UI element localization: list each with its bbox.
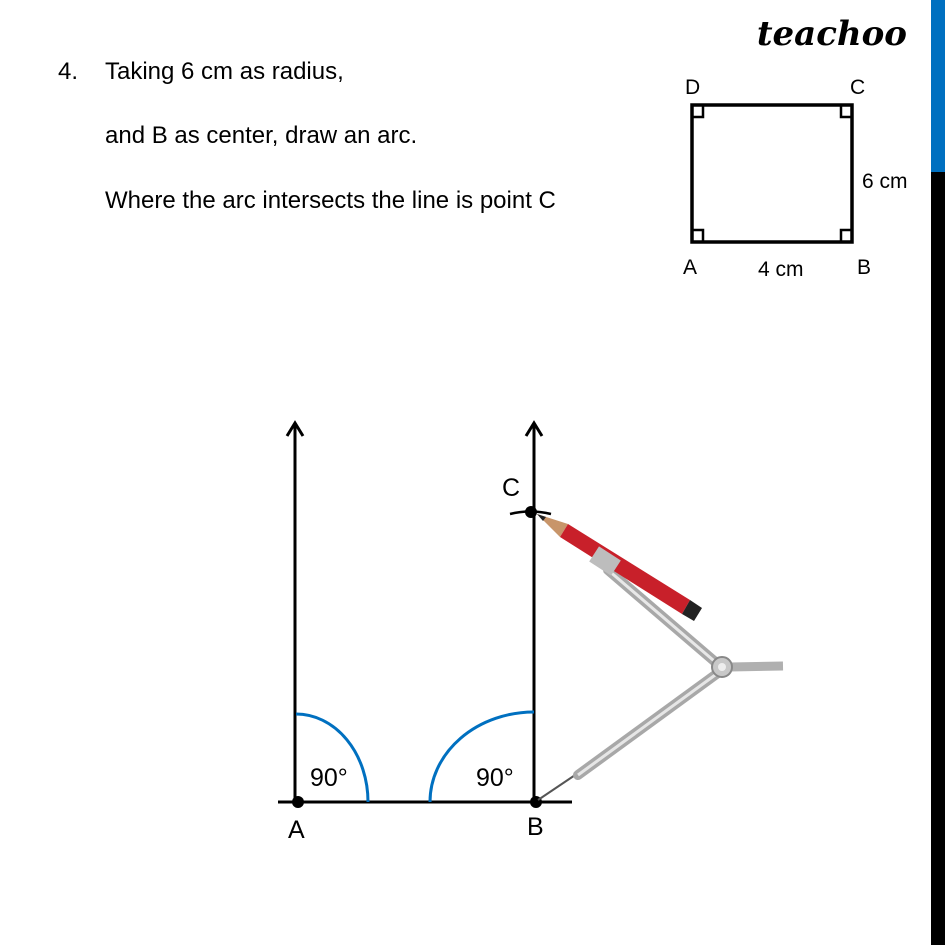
angle-label-a: 90°: [310, 764, 348, 792]
angle-label-b: 90°: [476, 764, 514, 792]
point-c: [525, 506, 537, 518]
point-a: [292, 796, 304, 808]
ref-label-a: A: [683, 256, 698, 279]
compass-icon: [537, 514, 783, 800]
step-line-3: Where the arc intersects the line is point C: [105, 187, 556, 214]
teachoo-logo: teachoo: [756, 14, 907, 54]
construction-lines: [278, 423, 572, 802]
ref-label-d: D: [685, 76, 701, 99]
step-line-2: and B as center, draw an arc.: [105, 122, 418, 149]
label-c: C: [502, 474, 521, 502]
ref-label-b: B: [857, 256, 872, 279]
reference-rectangle: [692, 105, 852, 242]
step-number: 4.: [58, 58, 79, 85]
label-b: B: [527, 813, 544, 841]
ref-width-label: 4 cm: [758, 258, 804, 281]
ref-height-label: 6 cm: [862, 170, 908, 193]
step-line-1: Taking 6 cm as radius,: [105, 58, 344, 85]
ref-label-c: C: [850, 76, 866, 99]
label-a: A: [288, 816, 305, 844]
